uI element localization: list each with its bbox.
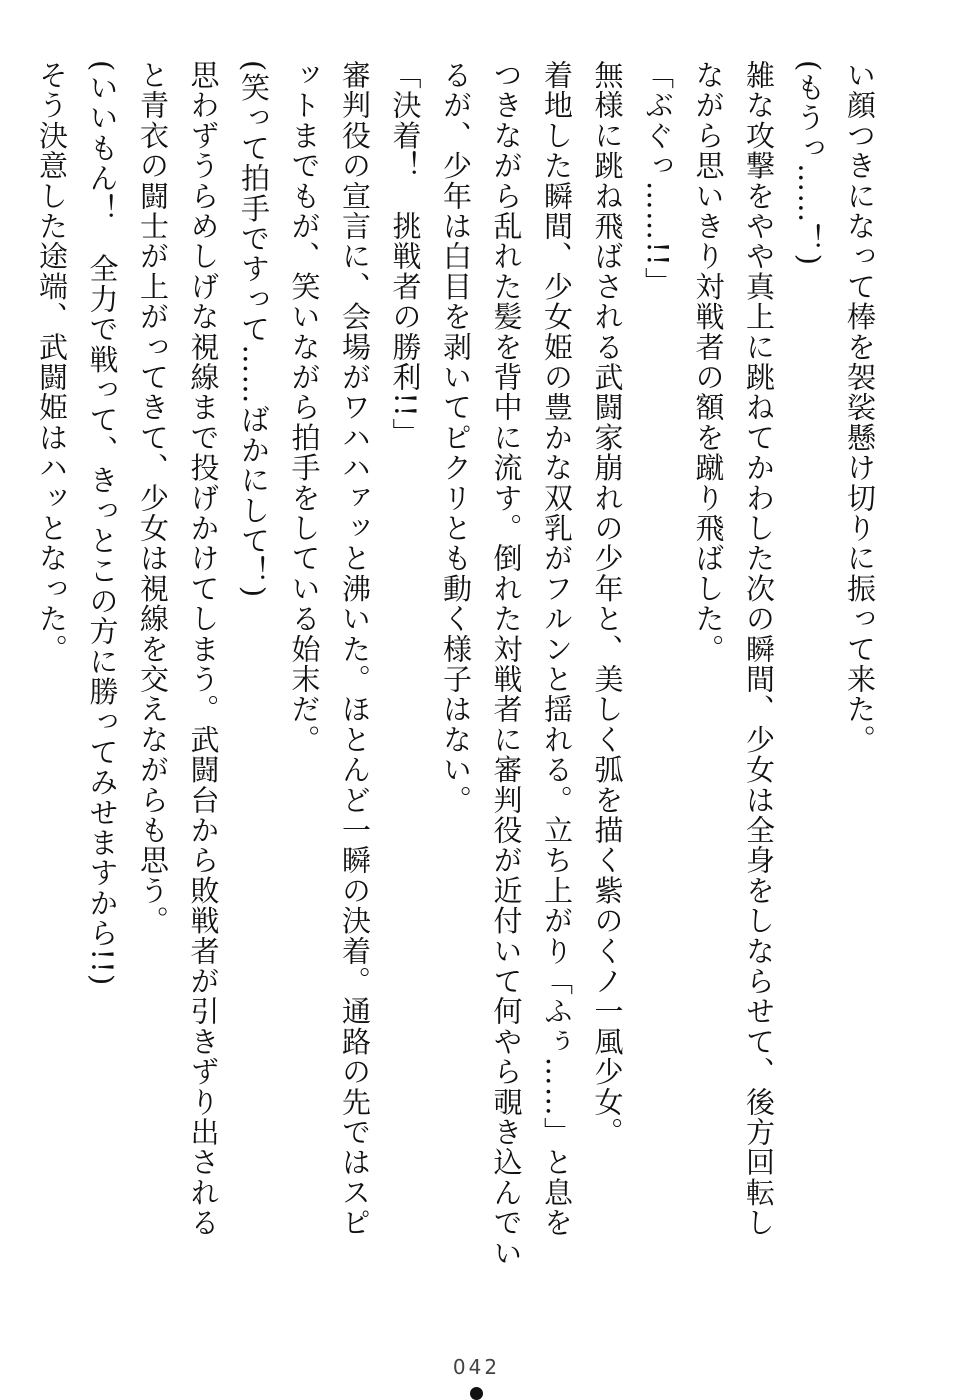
text-line-4: ながら思いきり対戦者の額を蹴り飛ばした。 [691, 60, 726, 664]
text-line-12: ットまでもが、笑いながら拍手をしている始末だ。 [287, 60, 322, 755]
text-line-13: (笑って拍手ですって……ばかにして！) [237, 60, 271, 599]
text-line-10: 「決着！ 挑戦者の勝利!!」 [388, 60, 423, 449]
text-line-17: そう決意した途端、武闘姫はハッとなった。 [35, 60, 69, 664]
text-line-16: (いいもん！ 全力で戦って、きっとこの方に勝ってみせますから!!) [85, 60, 120, 987]
text-line-6: 無様に跳ね飛ばされる武闘家崩れの少年と、美しく弧を描く紫のくノ一風少女。 [590, 60, 625, 1148]
text-line-15: と青衣の闘士が上がってきて、少女は視線を交えながらも思う。 [136, 60, 170, 936]
text-line-11: 審判役の宣言に、会場がワハハァッと沸いた。ほとんど一瞬の決着。通路の先ではスピ [338, 60, 372, 1238]
text-line-3: 雑な攻撃をやや真上に跳ねてかわした次の瞬間、少女は全身をしならせて、後方回転し [742, 60, 776, 1238]
text-line-7: 着地した瞬間、少女姫の豊かな双乳がフルンと揺れる。立ち上がり「ふぅ……」と息を [540, 60, 574, 1238]
text-line-8: つきながら乱れた髪を背中に流す。倒れた対戦者に審判役が近付いて何やら覗き込んでい [489, 60, 524, 1268]
text-line-14: 思わずうらめしげな視線まで投げかけてしまう。武闘台から敗戦者が引きずり出される [186, 60, 221, 1238]
page-marker-dot [470, 1387, 483, 1400]
text-line-1: い顔つきになって棒を袈裟懸け切りに振って来た。 [843, 60, 877, 755]
page-number: 042 [452, 1355, 501, 1379]
text-line-2: (もうっ……！) [792, 60, 827, 267]
text-line-9: るが、少年は白目を剥いてピクリとも動く様子はない。 [439, 60, 473, 815]
text-line-5: 「ぶぐっ……!!」 [641, 60, 675, 298]
vertical-text-body [27, 60, 886, 1310]
